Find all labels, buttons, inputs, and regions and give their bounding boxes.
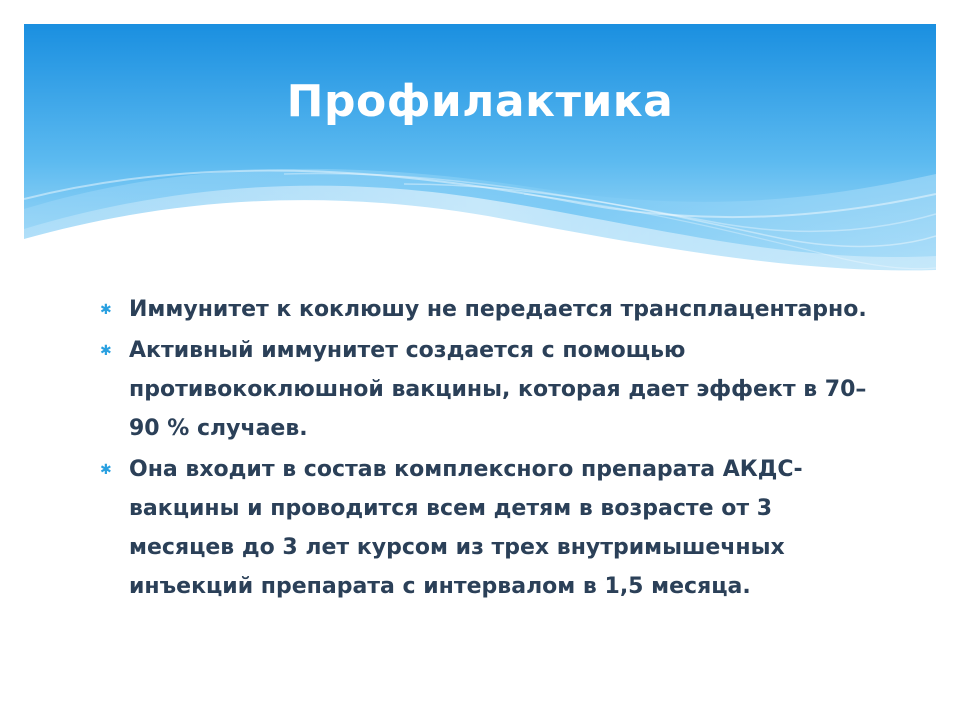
asterisk-icon: ✱ (100, 462, 112, 478)
bullet-text: Она входит в состав комплексного препарата АКДС-вакцины и проводится всем детям в возрасте от 3 месяцев до 3 лет курсом из трех внутримышечных инъекций препарата с интервалом в 1,5 месяца. (129, 457, 803, 599)
asterisk-icon: ✱ (100, 302, 112, 318)
wave-background-graphic (24, 24, 936, 274)
list-item (100, 450, 880, 606)
list-item (100, 290, 880, 329)
asterisk-icon: ✱ (100, 343, 112, 359)
header-wave-banner (24, 24, 936, 274)
bullet-text: Иммунитет к коклюшу не передается трансплацентарно. (129, 297, 867, 322)
bullet-list (100, 290, 880, 608)
slide-title: Профилактика (286, 76, 674, 127)
bullet-text: Активный иммунитет создается с помощью противококлюшной вакцины, которая дает эффект в 70–90 % случаев. (129, 338, 867, 441)
list-item (100, 331, 880, 448)
